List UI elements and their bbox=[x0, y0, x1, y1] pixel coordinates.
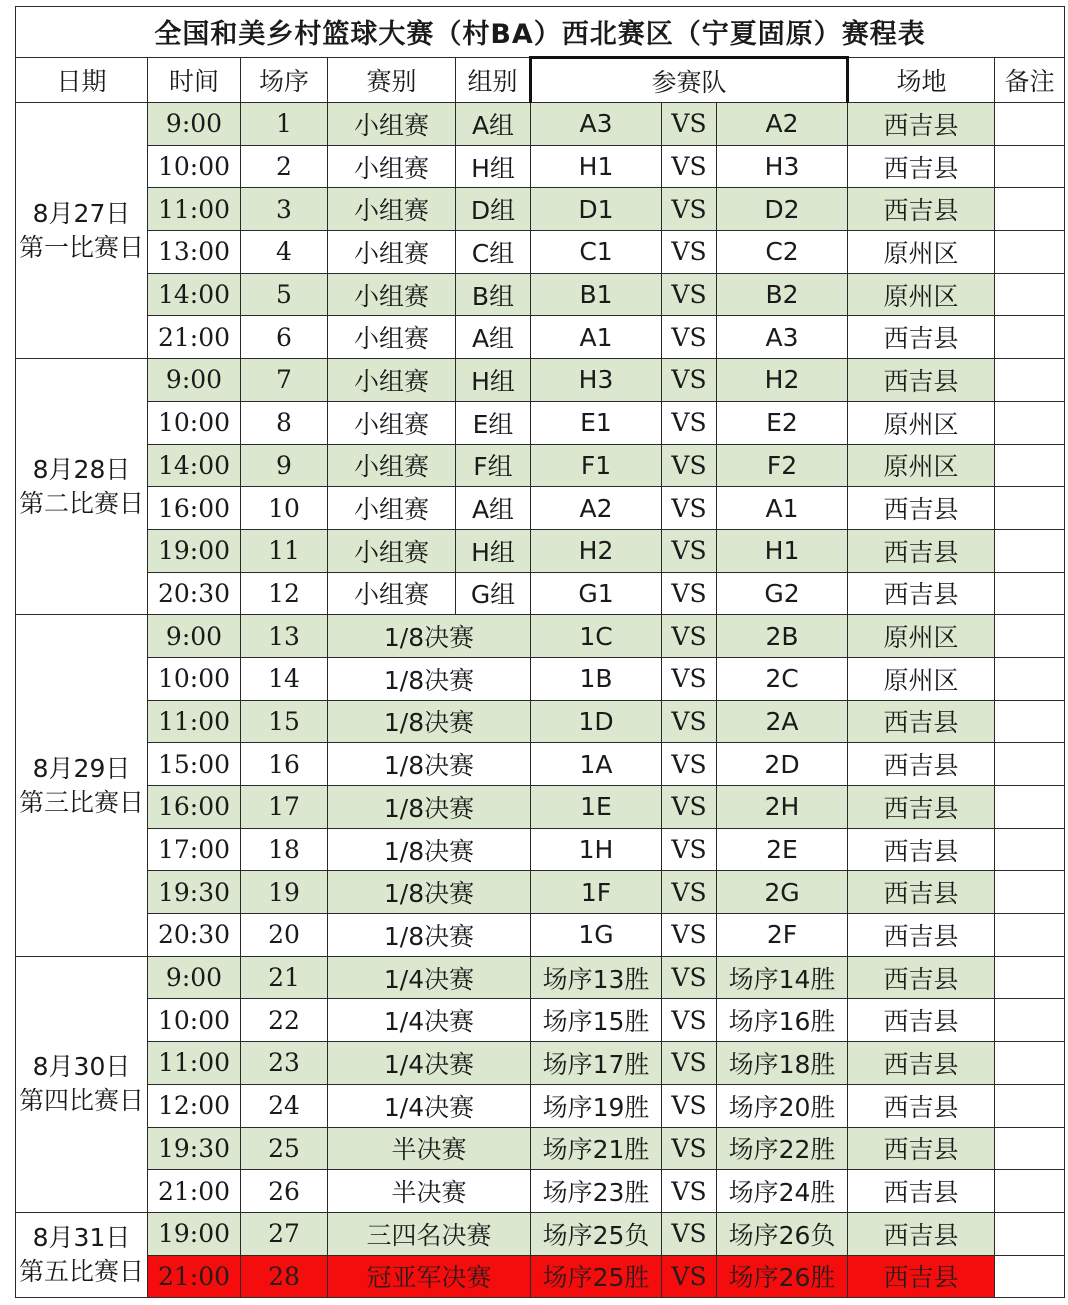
team1-cell: H1 bbox=[531, 145, 662, 188]
time-cell: 21:00 bbox=[148, 316, 241, 359]
stage-cell: 小组赛 bbox=[328, 444, 456, 487]
group-cell: A组 bbox=[456, 103, 531, 146]
venue-cell: 西吉县 bbox=[848, 1255, 995, 1298]
table-row bbox=[16, 1255, 1065, 1298]
table-row bbox=[16, 444, 1065, 487]
notes-cell bbox=[995, 401, 1065, 444]
notes-cell bbox=[995, 1255, 1065, 1298]
venue-cell: 西吉县 bbox=[848, 1212, 995, 1255]
group-cell: E组 bbox=[456, 401, 531, 444]
match-no-cell: 12 bbox=[241, 572, 328, 615]
stage-cell: 小组赛 bbox=[328, 188, 456, 231]
venue-cell: 原州区 bbox=[848, 231, 995, 274]
stage-cell: 1/8决赛 bbox=[328, 828, 531, 871]
match-no-cell: 13 bbox=[241, 615, 328, 658]
venue-cell: 原州区 bbox=[848, 401, 995, 444]
vs-cell: VS bbox=[662, 529, 717, 572]
stage-cell: 小组赛 bbox=[328, 145, 456, 188]
stage-cell: 1/8决赛 bbox=[328, 743, 531, 786]
team1-cell: 场序21胜 bbox=[531, 1127, 662, 1170]
notes-cell bbox=[995, 487, 1065, 530]
team2-cell: 场序26胜 bbox=[717, 1255, 848, 1298]
stage-cell: 1/4决赛 bbox=[328, 1042, 531, 1085]
team2-cell: 2G bbox=[717, 871, 848, 914]
notes-cell bbox=[995, 1042, 1065, 1085]
time-cell: 10:00 bbox=[148, 145, 241, 188]
match-no-cell: 9 bbox=[241, 444, 328, 487]
table-row bbox=[16, 743, 1065, 786]
header-date: 日期 bbox=[16, 58, 148, 103]
team1-cell: 1B bbox=[531, 657, 662, 700]
vs-cell: VS bbox=[662, 1212, 717, 1255]
vs-cell: VS bbox=[662, 786, 717, 829]
table-row bbox=[16, 359, 1065, 402]
team2-cell: D2 bbox=[717, 188, 848, 231]
vs-cell: VS bbox=[662, 700, 717, 743]
match-no-cell: 4 bbox=[241, 231, 328, 274]
notes-cell bbox=[995, 1212, 1065, 1255]
match-date: 8月27日 bbox=[32, 198, 131, 228]
match-no-cell: 2 bbox=[241, 145, 328, 188]
header-row bbox=[16, 58, 1065, 103]
group-cell: B组 bbox=[456, 273, 531, 316]
team1-cell: 1F bbox=[531, 871, 662, 914]
time-cell: 19:00 bbox=[148, 529, 241, 572]
stage-cell: 1/4决赛 bbox=[328, 956, 531, 999]
match-no-cell: 27 bbox=[241, 1212, 328, 1255]
team2-cell: F2 bbox=[717, 444, 848, 487]
team2-cell: 2B bbox=[717, 615, 848, 658]
team1-cell: A3 bbox=[531, 103, 662, 146]
table-row bbox=[16, 615, 1065, 658]
match-date: 8月31日 bbox=[32, 1223, 131, 1253]
match-date: 8月30日 bbox=[32, 1052, 131, 1082]
vs-cell: VS bbox=[662, 316, 717, 359]
header-notes: 备注 bbox=[995, 58, 1065, 103]
vs-cell: VS bbox=[662, 1084, 717, 1127]
match-no-cell: 20 bbox=[241, 914, 328, 957]
table-row bbox=[16, 1170, 1065, 1213]
match-no-cell: 15 bbox=[241, 700, 328, 743]
team1-cell: 1D bbox=[531, 700, 662, 743]
team2-cell: G2 bbox=[717, 572, 848, 615]
match-no-cell: 10 bbox=[241, 487, 328, 530]
time-cell: 19:30 bbox=[148, 1127, 241, 1170]
match-no-cell: 16 bbox=[241, 743, 328, 786]
team2-cell: 场序14胜 bbox=[717, 956, 848, 999]
match-day-label: 第四比赛日 bbox=[18, 1086, 144, 1116]
stage-cell: 小组赛 bbox=[328, 487, 456, 530]
group-cell: H组 bbox=[456, 359, 531, 402]
vs-cell: VS bbox=[662, 956, 717, 999]
stage-cell: 小组赛 bbox=[328, 273, 456, 316]
time-cell: 14:00 bbox=[148, 444, 241, 487]
notes-cell bbox=[995, 273, 1065, 316]
team2-cell: 场序18胜 bbox=[717, 1042, 848, 1085]
time-cell: 16:00 bbox=[148, 487, 241, 530]
date-cell bbox=[16, 103, 148, 359]
team2-cell: A2 bbox=[717, 103, 848, 146]
team2-cell: 场序22胜 bbox=[717, 1127, 848, 1170]
team2-cell: H3 bbox=[717, 145, 848, 188]
venue-cell: 西吉县 bbox=[848, 316, 995, 359]
team1-cell: C1 bbox=[531, 231, 662, 274]
team1-cell: A1 bbox=[531, 316, 662, 359]
time-cell: 16:00 bbox=[148, 786, 241, 829]
team1-cell: 1C bbox=[531, 615, 662, 658]
team2-cell: 场序24胜 bbox=[717, 1170, 848, 1213]
time-cell: 10:00 bbox=[148, 657, 241, 700]
table-row bbox=[16, 1127, 1065, 1170]
time-cell: 20:30 bbox=[148, 914, 241, 957]
group-cell: A组 bbox=[456, 316, 531, 359]
header-match-no: 场序 bbox=[241, 58, 328, 103]
notes-cell bbox=[995, 615, 1065, 658]
table-row bbox=[16, 103, 1065, 146]
team1-cell: E1 bbox=[531, 401, 662, 444]
match-no-cell: 17 bbox=[241, 786, 328, 829]
notes-cell bbox=[995, 700, 1065, 743]
notes-cell bbox=[995, 145, 1065, 188]
notes-cell bbox=[995, 999, 1065, 1042]
vs-cell: VS bbox=[662, 359, 717, 402]
venue-cell: 西吉县 bbox=[848, 1127, 995, 1170]
team2-cell: C2 bbox=[717, 231, 848, 274]
venue-cell: 西吉县 bbox=[848, 1084, 995, 1127]
notes-cell bbox=[995, 1084, 1065, 1127]
table-row bbox=[16, 316, 1065, 359]
vs-cell: VS bbox=[662, 657, 717, 700]
table-row bbox=[16, 401, 1065, 444]
table-row bbox=[16, 914, 1065, 957]
header-stage: 赛别 bbox=[328, 58, 456, 103]
team1-cell: 场序13胜 bbox=[531, 956, 662, 999]
match-date: 8月29日 bbox=[32, 753, 131, 783]
notes-cell bbox=[995, 359, 1065, 402]
vs-cell: VS bbox=[662, 444, 717, 487]
team2-cell: A3 bbox=[717, 316, 848, 359]
match-no-cell: 25 bbox=[241, 1127, 328, 1170]
vs-cell: VS bbox=[662, 1042, 717, 1085]
team2-cell: 场序26负 bbox=[717, 1212, 848, 1255]
stage-cell: 小组赛 bbox=[328, 529, 456, 572]
schedule-title: 全国和美乡村篮球大赛（村BA）西北赛区（宁夏固原）赛程表 bbox=[16, 7, 1065, 58]
time-cell: 9:00 bbox=[148, 359, 241, 402]
team1-cell: 1G bbox=[531, 914, 662, 957]
team1-cell: H2 bbox=[531, 529, 662, 572]
table-row bbox=[16, 956, 1065, 999]
time-cell: 20:30 bbox=[148, 572, 241, 615]
venue-cell: 原州区 bbox=[848, 273, 995, 316]
match-no-cell: 22 bbox=[241, 999, 328, 1042]
time-cell: 10:00 bbox=[148, 999, 241, 1042]
vs-cell: VS bbox=[662, 1255, 717, 1298]
team2-cell: 2D bbox=[717, 743, 848, 786]
header-group: 组别 bbox=[456, 58, 531, 103]
venue-cell: 西吉县 bbox=[848, 871, 995, 914]
vs-cell: VS bbox=[662, 231, 717, 274]
match-day-label: 第一比赛日 bbox=[18, 232, 144, 262]
vs-cell: VS bbox=[662, 487, 717, 530]
table-row bbox=[16, 828, 1065, 871]
team2-cell: A1 bbox=[717, 487, 848, 530]
notes-cell bbox=[995, 743, 1065, 786]
stage-cell: 1/4决赛 bbox=[328, 999, 531, 1042]
stage-cell: 1/8决赛 bbox=[328, 786, 531, 829]
notes-cell bbox=[995, 188, 1065, 231]
time-cell: 9:00 bbox=[148, 615, 241, 658]
match-no-cell: 6 bbox=[241, 316, 328, 359]
match-no-cell: 8 bbox=[241, 401, 328, 444]
venue-cell: 西吉县 bbox=[848, 572, 995, 615]
team1-cell: B1 bbox=[531, 273, 662, 316]
team1-cell: 场序19胜 bbox=[531, 1084, 662, 1127]
match-no-cell: 19 bbox=[241, 871, 328, 914]
notes-cell bbox=[995, 914, 1065, 957]
venue-cell: 原州区 bbox=[848, 444, 995, 487]
match-no-cell: 14 bbox=[241, 657, 328, 700]
team1-cell: D1 bbox=[531, 188, 662, 231]
time-cell: 10:00 bbox=[148, 401, 241, 444]
match-day-label: 第五比赛日 bbox=[18, 1257, 144, 1287]
vs-cell: VS bbox=[662, 615, 717, 658]
match-no-cell: 23 bbox=[241, 1042, 328, 1085]
notes-cell bbox=[995, 956, 1065, 999]
venue-cell: 西吉县 bbox=[848, 487, 995, 530]
team2-cell: 场序16胜 bbox=[717, 999, 848, 1042]
time-cell: 19:30 bbox=[148, 871, 241, 914]
venue-cell: 西吉县 bbox=[848, 359, 995, 402]
match-no-cell: 28 bbox=[241, 1255, 328, 1298]
notes-cell bbox=[995, 657, 1065, 700]
match-no-cell: 26 bbox=[241, 1170, 328, 1213]
venue-cell: 西吉县 bbox=[848, 828, 995, 871]
match-no-cell: 11 bbox=[241, 529, 328, 572]
team2-cell: H1 bbox=[717, 529, 848, 572]
stage-cell: 小组赛 bbox=[328, 359, 456, 402]
time-cell: 11:00 bbox=[148, 188, 241, 231]
vs-cell: VS bbox=[662, 188, 717, 231]
schedule-table bbox=[15, 6, 1065, 1298]
table-row bbox=[16, 999, 1065, 1042]
team2-cell: 2C bbox=[717, 657, 848, 700]
group-cell: F组 bbox=[456, 444, 531, 487]
stage-cell: 半决赛 bbox=[328, 1127, 531, 1170]
team2-cell: 2H bbox=[717, 786, 848, 829]
stage-cell: 小组赛 bbox=[328, 316, 456, 359]
stage-cell: 小组赛 bbox=[328, 103, 456, 146]
vs-cell: VS bbox=[662, 401, 717, 444]
match-date: 8月28日 bbox=[32, 454, 131, 484]
table-row bbox=[16, 231, 1065, 274]
table-row bbox=[16, 273, 1065, 316]
venue-cell: 西吉县 bbox=[848, 188, 995, 231]
notes-cell bbox=[995, 103, 1065, 146]
time-cell: 9:00 bbox=[148, 956, 241, 999]
vs-cell: VS bbox=[662, 828, 717, 871]
team1-cell: G1 bbox=[531, 572, 662, 615]
team1-cell: 场序23胜 bbox=[531, 1170, 662, 1213]
notes-cell bbox=[995, 828, 1065, 871]
stage-cell: 小组赛 bbox=[328, 401, 456, 444]
venue-cell: 西吉县 bbox=[848, 103, 995, 146]
table-row bbox=[16, 188, 1065, 231]
vs-cell: VS bbox=[662, 103, 717, 146]
match-day-label: 第二比赛日 bbox=[18, 488, 144, 518]
match-no-cell: 24 bbox=[241, 1084, 328, 1127]
venue-cell: 西吉县 bbox=[848, 1170, 995, 1213]
vs-cell: VS bbox=[662, 1127, 717, 1170]
team1-cell: A2 bbox=[531, 487, 662, 530]
team1-cell: 场序15胜 bbox=[531, 999, 662, 1042]
venue-cell: 西吉县 bbox=[848, 529, 995, 572]
table-row bbox=[16, 786, 1065, 829]
match-no-cell: 3 bbox=[241, 188, 328, 231]
group-cell: C组 bbox=[456, 231, 531, 274]
stage-cell: 1/8决赛 bbox=[328, 871, 531, 914]
venue-cell: 西吉县 bbox=[848, 700, 995, 743]
venue-cell: 西吉县 bbox=[848, 956, 995, 999]
team2-cell: 场序20胜 bbox=[717, 1084, 848, 1127]
team1-cell: 1A bbox=[531, 743, 662, 786]
time-cell: 17:00 bbox=[148, 828, 241, 871]
stage-cell: 三四名决赛 bbox=[328, 1212, 531, 1255]
stage-cell: 1/8决赛 bbox=[328, 615, 531, 658]
date-cell bbox=[16, 615, 148, 957]
team2-cell: E2 bbox=[717, 401, 848, 444]
table-row bbox=[16, 145, 1065, 188]
table-row bbox=[16, 1042, 1065, 1085]
table-row bbox=[16, 1212, 1065, 1255]
match-no-cell: 21 bbox=[241, 956, 328, 999]
time-cell: 21:00 bbox=[148, 1170, 241, 1213]
stage-cell: 半决赛 bbox=[328, 1170, 531, 1213]
team1-cell: 场序17胜 bbox=[531, 1042, 662, 1085]
team1-cell: 1H bbox=[531, 828, 662, 871]
stage-cell: 冠亚军决赛 bbox=[328, 1255, 531, 1298]
header-teams: 参赛队 bbox=[531, 58, 848, 103]
venue-cell: 西吉县 bbox=[848, 145, 995, 188]
date-cell bbox=[16, 1212, 148, 1297]
group-cell: D组 bbox=[456, 188, 531, 231]
table-row bbox=[16, 529, 1065, 572]
stage-cell: 1/8决赛 bbox=[328, 914, 531, 957]
notes-cell bbox=[995, 529, 1065, 572]
team2-cell: H2 bbox=[717, 359, 848, 402]
venue-cell: 西吉县 bbox=[848, 743, 995, 786]
vs-cell: VS bbox=[662, 914, 717, 957]
notes-cell bbox=[995, 786, 1065, 829]
vs-cell: VS bbox=[662, 572, 717, 615]
group-cell: H组 bbox=[456, 145, 531, 188]
venue-cell: 原州区 bbox=[848, 615, 995, 658]
time-cell: 15:00 bbox=[148, 743, 241, 786]
time-cell: 19:00 bbox=[148, 1212, 241, 1255]
time-cell: 9:00 bbox=[148, 103, 241, 146]
group-cell: H组 bbox=[456, 529, 531, 572]
match-no-cell: 1 bbox=[241, 103, 328, 146]
match-day-label: 第三比赛日 bbox=[18, 787, 144, 817]
match-no-cell: 5 bbox=[241, 273, 328, 316]
venue-cell: 西吉县 bbox=[848, 914, 995, 957]
vs-cell: VS bbox=[662, 273, 717, 316]
header-time: 时间 bbox=[148, 58, 241, 103]
stage-cell: 1/8决赛 bbox=[328, 700, 531, 743]
notes-cell bbox=[995, 572, 1065, 615]
match-no-cell: 7 bbox=[241, 359, 328, 402]
vs-cell: VS bbox=[662, 1170, 717, 1213]
match-no-cell: 18 bbox=[241, 828, 328, 871]
team2-cell: B2 bbox=[717, 273, 848, 316]
notes-cell bbox=[995, 1127, 1065, 1170]
time-cell: 12:00 bbox=[148, 1084, 241, 1127]
notes-cell bbox=[995, 871, 1065, 914]
venue-cell: 西吉县 bbox=[848, 786, 995, 829]
team1-cell: H3 bbox=[531, 359, 662, 402]
time-cell: 11:00 bbox=[148, 1042, 241, 1085]
table-row bbox=[16, 1084, 1065, 1127]
table-row bbox=[16, 487, 1065, 530]
team1-cell: 场序25胜 bbox=[531, 1255, 662, 1298]
venue-cell: 西吉县 bbox=[848, 1042, 995, 1085]
table-row bbox=[16, 572, 1065, 615]
notes-cell bbox=[995, 1170, 1065, 1213]
venue-cell: 西吉县 bbox=[848, 999, 995, 1042]
team1-cell: 场序25负 bbox=[531, 1212, 662, 1255]
vs-cell: VS bbox=[662, 145, 717, 188]
team2-cell: 2E bbox=[717, 828, 848, 871]
notes-cell bbox=[995, 444, 1065, 487]
notes-cell bbox=[995, 231, 1065, 274]
date-cell bbox=[16, 359, 148, 615]
time-cell: 11:00 bbox=[148, 700, 241, 743]
stage-cell: 小组赛 bbox=[328, 231, 456, 274]
stage-cell: 小组赛 bbox=[328, 572, 456, 615]
time-cell: 13:00 bbox=[148, 231, 241, 274]
time-cell: 14:00 bbox=[148, 273, 241, 316]
group-cell: G组 bbox=[456, 572, 531, 615]
notes-cell bbox=[995, 316, 1065, 359]
team1-cell: F1 bbox=[531, 444, 662, 487]
vs-cell: VS bbox=[662, 999, 717, 1042]
table-row bbox=[16, 657, 1065, 700]
team2-cell: 2F bbox=[717, 914, 848, 957]
header-venue: 场地 bbox=[848, 58, 995, 103]
team1-cell: 1E bbox=[531, 786, 662, 829]
vs-cell: VS bbox=[662, 743, 717, 786]
stage-cell: 1/4决赛 bbox=[328, 1084, 531, 1127]
group-cell: A组 bbox=[456, 487, 531, 530]
time-cell: 21:00 bbox=[148, 1255, 241, 1298]
date-cell bbox=[16, 956, 148, 1212]
venue-cell: 原州区 bbox=[848, 657, 995, 700]
table-row bbox=[16, 700, 1065, 743]
stage-cell: 1/8决赛 bbox=[328, 657, 531, 700]
schedule-body bbox=[16, 103, 1065, 1298]
team2-cell: 2A bbox=[717, 700, 848, 743]
table-row bbox=[16, 871, 1065, 914]
vs-cell: VS bbox=[662, 871, 717, 914]
